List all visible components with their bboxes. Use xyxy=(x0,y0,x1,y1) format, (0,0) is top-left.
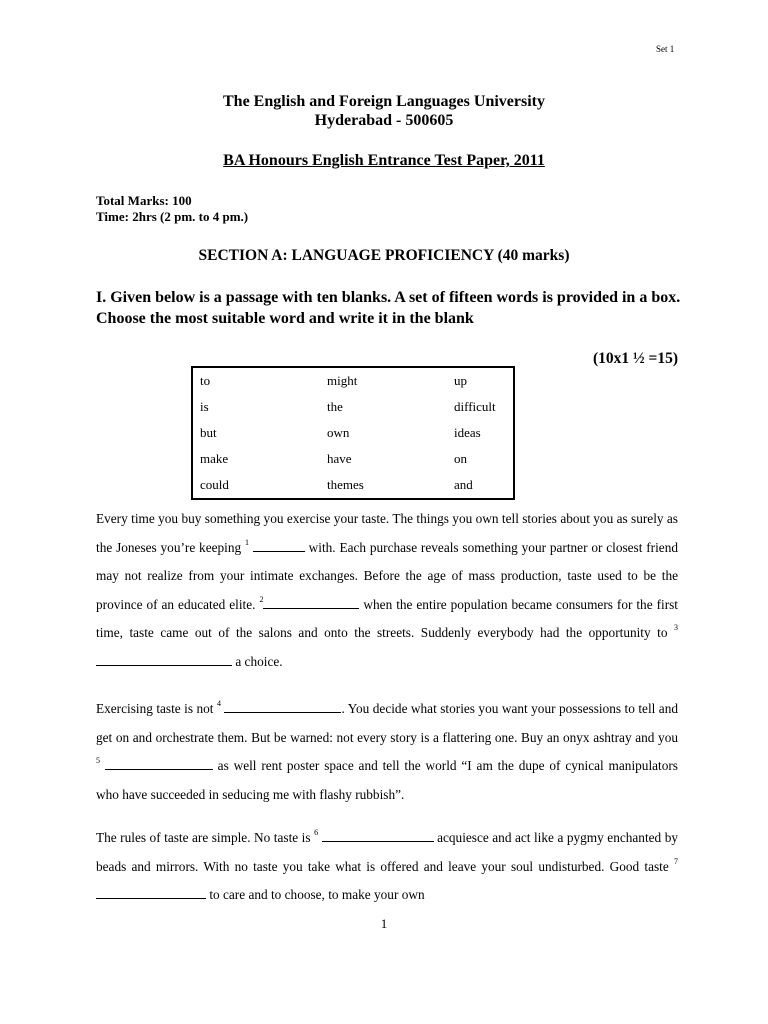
word-cell: ideas xyxy=(454,425,481,440)
word-cell: own xyxy=(327,425,350,440)
section-title: SECTION A: LANGUAGE PROFICIENCY (40 marks) xyxy=(198,247,570,264)
set-label: Set 1 xyxy=(656,44,675,54)
time-allowed: Time: 2hrs (2 pm. to 4 pm.) xyxy=(96,209,249,224)
word-cell: is xyxy=(200,399,209,414)
word-row xyxy=(192,446,514,472)
total-marks: Total Marks: 100 xyxy=(96,193,192,208)
word-cell: might xyxy=(327,373,358,388)
university-city: Hyderabad - 500605 xyxy=(314,112,454,129)
blank-number: 1 xyxy=(244,537,249,547)
question-1-instruction: I. Given below is a passage with ten blanks. A set of fifteen words is provided in a box. Choose the most suitable word and write it in the blank xyxy=(96,289,681,327)
word-row xyxy=(192,367,514,394)
word-row xyxy=(192,472,514,499)
university-header xyxy=(0,92,768,130)
word-cell: and xyxy=(454,477,473,492)
paper-title-text: BA Honours English Entrance Test Paper, 2011 xyxy=(223,152,545,169)
blank-2[interactable] xyxy=(263,596,359,609)
passage-text: a choice. xyxy=(232,653,283,669)
word-row xyxy=(192,420,514,446)
passage-paragraph-2 xyxy=(96,695,678,809)
page-number: 1 xyxy=(380,916,388,931)
blank-number: 3 xyxy=(674,623,678,633)
word-cell: themes xyxy=(327,477,364,492)
word-cell: to xyxy=(200,373,211,388)
word-cell: the xyxy=(327,399,343,414)
blank-3[interactable] xyxy=(96,653,232,666)
passage-text: to care and to choose, to make your own xyxy=(206,887,425,903)
passage-text: acquiesce and act like a pygmy enchanted by beads and mirrors. With no taste you take what is offered and leave your soul undisturbed. Good taste xyxy=(96,830,678,874)
blank-number: 6 xyxy=(314,828,319,837)
passage-paragraph-1 xyxy=(96,505,678,677)
word-cell: difficult xyxy=(454,399,496,414)
blank-number: 7 xyxy=(674,856,678,866)
blank-1[interactable] xyxy=(253,539,305,552)
blank-4[interactable] xyxy=(224,700,341,713)
question-1-marks: (10x1 ½ =15) xyxy=(592,350,678,367)
word-cell: make xyxy=(200,451,229,466)
passage-text: with. Each purchase reveals something your partner or closest friend may not realize from your intimate exchanges. Before the age of mass production, taste used to be the province of an educated elite. xyxy=(96,539,679,612)
word-cell: but xyxy=(200,425,217,440)
word-row xyxy=(192,394,514,420)
word-box xyxy=(191,366,515,500)
blank-7[interactable] xyxy=(96,886,206,899)
blank-6[interactable] xyxy=(322,829,434,842)
passage-text: as well rent poster space and tell the world “I am the dupe of cynical manipulators who have succeeded in seducing me with flashy rubbish”. xyxy=(96,758,678,802)
blank-number: 5 xyxy=(96,756,100,766)
word-cell: up xyxy=(454,373,467,388)
passage-text: . You decide what stories you want your possessions to tell and get on and orchestrate them. But be warned: not every story is a flattering one. Buy an onyx ashtray and you xyxy=(96,701,678,745)
passage-text: Every time you buy something you exercise your taste. The things you own tell stories about you as surely as the Joneses you’re keeping xyxy=(96,511,678,555)
passage-paragraph-3 xyxy=(96,824,678,910)
passage-text: Exercising taste is not xyxy=(96,701,217,716)
paper-title xyxy=(0,152,768,170)
word-cell: could xyxy=(200,477,229,492)
blank-number: 4 xyxy=(216,699,221,708)
word-cell: have xyxy=(327,451,352,466)
word-cell: on xyxy=(454,451,467,466)
blank-5[interactable] xyxy=(105,757,213,770)
passage-text: The rules of taste are simple. No taste is xyxy=(96,830,315,845)
passage-text: when the entire population became consumers for the first time, taste came out of the salons and onto the streets. Suddenly everybody had the opportunity to xyxy=(96,596,678,641)
blank-number: 2 xyxy=(259,594,264,604)
university-name: The English and Foreign Languages University xyxy=(223,93,545,110)
